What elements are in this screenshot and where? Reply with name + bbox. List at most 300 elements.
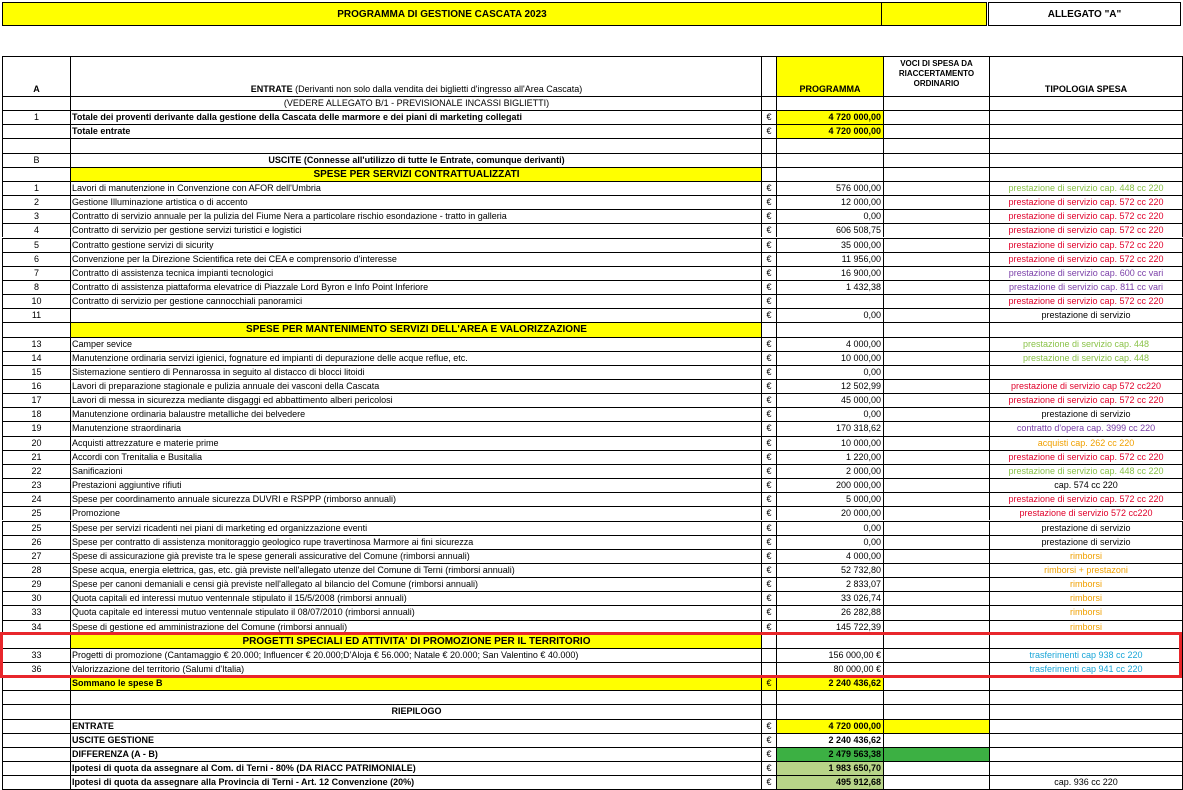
row-number (2, 748, 70, 761)
row-programma-value: 5 000,00 (776, 493, 883, 506)
row-number: 7 (2, 267, 70, 280)
row-euro-sign: € (761, 182, 776, 195)
row-voci-cell (883, 224, 989, 237)
row-voci-cell (883, 720, 989, 733)
row-programma-value: 35 000,00 (776, 239, 883, 252)
table-row (2, 365, 1183, 379)
row-tipologia (989, 720, 1183, 733)
row-voci-cell (883, 295, 989, 308)
row-programma-value (776, 139, 883, 152)
row-tipologia (989, 762, 1183, 775)
row-voci-cell (883, 663, 989, 676)
row-tipologia: rimborsi (989, 606, 1183, 619)
row-description: USCITE GESTIONE (70, 734, 761, 747)
row-description: Sistemazione sentiero di Pennarossa in seguito al distacco di blocci litoidi (70, 366, 761, 379)
row-number: 23 (2, 479, 70, 492)
table-row (2, 521, 1183, 535)
row-description: USCITE (Connesse all'utilizzo di tutte le Entrate, comunque derivanti) (70, 154, 761, 167)
row-voci-cell (883, 408, 989, 421)
row-description: Acquisti attrezzature e materie prime (70, 437, 761, 450)
row-euro-sign (761, 323, 776, 336)
row-description: Contratto di assistenza piattaforma elevatrice di Piazzale Lord Byron e Info Point Inferiore (70, 281, 761, 294)
table-row (2, 676, 1183, 690)
row-tipologia: prestazione di servizio cap 572 cc220 (989, 380, 1183, 393)
row-programma-value (776, 168, 883, 181)
table-row (2, 153, 1183, 167)
row-tipologia (989, 734, 1183, 747)
row-euro-sign (761, 139, 776, 152)
row-description: Spese per canoni demaniali e censi già previste nell'allegato al bilancio del Comune (rimborsi annuali) (70, 578, 761, 591)
row-tipologia: acquisti cap. 262 cc 220 (989, 437, 1183, 450)
row-voci-cell (883, 323, 989, 336)
row-euro-sign: € (761, 507, 776, 520)
row-number (2, 635, 70, 648)
row-programma-value: 170 318,62 (776, 422, 883, 435)
row-programma-value: 2 240 436,62 (776, 677, 883, 690)
table-row (2, 252, 1183, 266)
table-row (2, 549, 1183, 563)
row-euro-sign: € (761, 309, 776, 322)
row-tipologia: prestazione di servizio 572 cc220 (989, 507, 1183, 520)
row-programma-value (776, 635, 883, 648)
row-number (2, 776, 70, 789)
row-programma-value: 2 479 563,38 (776, 748, 883, 761)
row-euro-sign (761, 691, 776, 704)
row-programma-value: 11 956,00 (776, 253, 883, 266)
row-description: ENTRATE (70, 720, 761, 733)
table-row (2, 450, 1183, 464)
row-euro-sign: € (761, 253, 776, 266)
row-voci-cell (883, 479, 989, 492)
table-row (2, 577, 1183, 591)
table-row (2, 563, 1183, 577)
row-programma-value: 0,00 (776, 522, 883, 535)
row-programma-value: 52 732,80 (776, 564, 883, 577)
row-programma-value (776, 97, 883, 110)
row-voci-cell (883, 522, 989, 535)
row-voci-cell (883, 734, 989, 747)
table-row (2, 620, 1183, 634)
row-tipologia: prestazione di servizio cap. 572 cc 220 (989, 253, 1183, 266)
row-description (70, 309, 761, 322)
table-row (2, 733, 1183, 747)
row-tipologia: prestazione di servizio cap. 572 cc 220 (989, 295, 1183, 308)
row-programma-value: 4 720 000,00 (776, 111, 883, 124)
row-tipologia (989, 748, 1183, 761)
voci-header: VOCI DI SPESA DA RIACCERTAMENTO ORDINARIO (883, 57, 989, 96)
row-euro-sign: € (761, 776, 776, 789)
row-number: 22 (2, 465, 70, 478)
row-tipologia (989, 168, 1183, 181)
table-row (2, 506, 1183, 520)
table-row (2, 436, 1183, 450)
row-number: 10 (2, 295, 70, 308)
row-programma-value: 80 000,00 € (776, 663, 883, 676)
row-description: Prestazioni aggiuntive rifiuti (70, 479, 761, 492)
row-euro-sign: € (761, 677, 776, 690)
row-number: 13 (2, 338, 70, 351)
row-tipologia: prestazione di servizio cap. 572 cc 220 (989, 224, 1183, 237)
table-row (2, 634, 1183, 648)
row-number: 24 (2, 493, 70, 506)
table-row (2, 719, 1183, 733)
row-tipologia: cap. 936 cc 220 (989, 776, 1183, 789)
row-programma-value: 606 508,75 (776, 224, 883, 237)
row-description: Manutenzione ordinaria servizi igienici, fognature ed impianti di depurazione delle acque reflue, etc. (70, 352, 761, 365)
column-a-header: A (2, 57, 70, 96)
row-programma-value: 2 240 436,62 (776, 734, 883, 747)
row-number: 33 (2, 649, 70, 662)
row-tipologia: prestazione di servizio cap. 572 cc 220 (989, 239, 1183, 252)
row-description: Contratto gestione servizi di sicurity (70, 239, 761, 252)
row-description: Contratto di assistenza tecnica impianti tecnologici (70, 267, 761, 280)
row-voci-cell (883, 748, 989, 761)
row-number: 8 (2, 281, 70, 294)
row-programma-value: 33 026,74 (776, 592, 883, 605)
row-number: 25 (2, 507, 70, 520)
row-tipologia (989, 111, 1183, 124)
table-row (2, 138, 1183, 152)
row-tipologia (989, 677, 1183, 690)
table-row (2, 124, 1183, 138)
row-euro-sign: € (761, 125, 776, 138)
row-number: 16 (2, 380, 70, 393)
row-euro-sign: € (761, 408, 776, 421)
row-programma-value: 145 722,39 (776, 621, 883, 634)
row-description: Quota capitali ed interessi mutuo ventennale stipulato il 15/5/2008 (rimborsi annuali) (70, 592, 761, 605)
row-programma-value: 156 000,00 € (776, 649, 883, 662)
table-row (2, 209, 1183, 223)
row-description: Accordi con Trenitalia e Busitalia (70, 451, 761, 464)
column-header (2, 56, 1183, 96)
row-number: 25 (2, 522, 70, 535)
row-number: 34 (2, 621, 70, 634)
row-voci-cell (883, 253, 989, 266)
row-voci-cell (883, 267, 989, 280)
row-tipologia (989, 97, 1183, 110)
row-euro-sign: € (761, 720, 776, 733)
table-row (2, 690, 1183, 704)
row-tipologia (989, 323, 1183, 336)
row-programma-value (776, 295, 883, 308)
row-programma-value: 4 720 000,00 (776, 720, 883, 733)
row-voci-cell (883, 139, 989, 152)
row-voci-cell (883, 437, 989, 450)
row-number: 29 (2, 578, 70, 591)
table-row (2, 110, 1183, 124)
table-row (2, 591, 1183, 605)
row-voci-cell (883, 210, 989, 223)
row-voci-cell (883, 776, 989, 789)
row-euro-sign: € (761, 352, 776, 365)
row-voci-cell (883, 125, 989, 138)
row-tipologia: prestazione di servizio cap. 448 cc 220 (989, 182, 1183, 195)
row-euro-sign: € (761, 748, 776, 761)
row-voci-cell (883, 281, 989, 294)
row-description: Valorizzazione del territorio (Salumi d'Italia) (70, 663, 761, 676)
row-description: SPESE PER SERVIZI CONTRATTUALIZZATI (70, 168, 761, 181)
table-row (2, 407, 1183, 421)
row-tipologia: contratto d'opera cap. 3999 cc 220 (989, 422, 1183, 435)
row-euro-sign: € (761, 239, 776, 252)
row-number: 17 (2, 394, 70, 407)
row-number: 15 (2, 366, 70, 379)
row-programma-value: 45 000,00 (776, 394, 883, 407)
row-euro-sign: € (761, 394, 776, 407)
row-tipologia (989, 705, 1183, 718)
row-programma-value: 200 000,00 (776, 479, 883, 492)
row-programma-value (776, 323, 883, 336)
row-euro-sign: € (761, 734, 776, 747)
row-description: Contratto di servizio per gestione servizi turistici e logistici (70, 224, 761, 237)
row-description: Spese acqua, energia elettrica, gas, etc. già previste nell'allegato utenze del Comune di Terni (rimborsi annuali) (70, 564, 761, 577)
row-number: 28 (2, 564, 70, 577)
table-row (2, 351, 1183, 365)
row-description: DIFFERENZA (A - B) (70, 748, 761, 761)
row-tipologia: trasferimenti cap 941 cc 220 (989, 663, 1183, 676)
row-description: Lavori di manutenzione in Convenzione con AFOR dell'Umbria (70, 182, 761, 195)
table-row (2, 266, 1183, 280)
row-voci-cell (883, 394, 989, 407)
row-number: 3 (2, 210, 70, 223)
row-euro-sign: € (761, 621, 776, 634)
row-euro-sign: € (761, 451, 776, 464)
allegato-label: ALLEGATO "A" (1047, 8, 1122, 20)
row-voci-cell (883, 606, 989, 619)
row-voci-cell (883, 196, 989, 209)
row-description: Spese di gestione ed amministrazione del Comune (rimborsi annuali) (70, 621, 761, 634)
row-number: 1 (2, 111, 70, 124)
row-tipologia: rimborsi (989, 621, 1183, 634)
row-description (70, 691, 761, 704)
row-voci-cell (883, 239, 989, 252)
table-row (2, 421, 1183, 435)
row-programma-value: 1 432,38 (776, 281, 883, 294)
row-number: B (2, 154, 70, 167)
row-euro-sign (761, 635, 776, 648)
row-description: Manutenzione straordinaria (70, 422, 761, 435)
entrate-rest: (Derivanti non solo dalla vendita dei biglietti d'ingresso all'Area Cascata) (292, 84, 583, 94)
programma-header: PROGRAMMA (776, 57, 883, 96)
row-tipologia: rimborsi (989, 578, 1183, 591)
row-number: 19 (2, 422, 70, 435)
row-voci-cell (883, 550, 989, 563)
row-description: Lavori di messa in sicurezza mediante disgaggi ed abbattimento alberi pericolosi (70, 394, 761, 407)
row-number (2, 762, 70, 775)
row-programma-value: 4 000,00 (776, 338, 883, 351)
row-voci-cell (883, 621, 989, 634)
row-programma-value: 26 282,88 (776, 606, 883, 619)
row-description: Contratto di servizio annuale per la pulizia del Fiume Nera a particolare rischio esondazione - tratto in galleria (70, 210, 761, 223)
row-number: 33 (2, 606, 70, 619)
row-programma-value (776, 154, 883, 167)
row-description: Totale entrate (70, 125, 761, 138)
table-row (2, 294, 1183, 308)
row-description: Spese per coordinamento annuale sicurezza DUVRI e RSPPP (rimborso annuali) (70, 493, 761, 506)
title-cell (2, 2, 882, 26)
euro-header (761, 57, 776, 96)
row-tipologia: prestazione di servizio (989, 408, 1183, 421)
row-tipologia (989, 125, 1183, 138)
row-euro-sign (761, 649, 776, 662)
row-euro-sign (761, 97, 776, 110)
row-tipologia: prestazione di servizio cap. 811 cc vari (989, 281, 1183, 294)
row-voci-cell (883, 705, 989, 718)
row-number: 6 (2, 253, 70, 266)
row-programma-value: 576 000,00 (776, 182, 883, 195)
row-description: Progetti di promozione (Cantamaggio € 20.000; Influencer € 20.000;D'Aloja € 56.000; Natale € 20.000; San Valentino € 40.000) (70, 649, 761, 662)
row-euro-sign: € (761, 762, 776, 775)
row-tipologia (989, 635, 1183, 648)
row-tipologia: trasferimenti cap 938 cc 220 (989, 649, 1183, 662)
table-row (2, 535, 1183, 549)
table-row (2, 195, 1183, 209)
row-description: Lavori di preparazione stagionale e pulizia annuale dei vasconi della Cascata (70, 380, 761, 393)
row-description: Manutenzione ordinaria balaustre metalliche dei belvedere (70, 408, 761, 421)
row-euro-sign: € (761, 578, 776, 591)
row-euro-sign: € (761, 536, 776, 549)
table-row (2, 648, 1183, 662)
row-number: 1 (2, 182, 70, 195)
row-description: Spese per contratto di assistenza monitoraggio geologico rupe travertinosa Marmore ai fini sicurezza (70, 536, 761, 549)
row-tipologia: prestazione di servizio cap. 448 (989, 352, 1183, 365)
row-voci-cell (883, 352, 989, 365)
row-programma-value (776, 705, 883, 718)
row-voci-cell (883, 762, 989, 775)
row-tipologia (989, 366, 1183, 379)
table-row (2, 761, 1183, 775)
row-tipologia: cap. 574 cc 220 (989, 479, 1183, 492)
row-euro-sign: € (761, 196, 776, 209)
table-row (2, 337, 1183, 351)
row-voci-cell (883, 97, 989, 110)
row-euro-sign: € (761, 295, 776, 308)
row-euro-sign: € (761, 465, 776, 478)
row-voci-cell (883, 465, 989, 478)
row-tipologia: prestazione di servizio (989, 536, 1183, 549)
row-tipologia: prestazione di servizio cap. 600 cc vari (989, 267, 1183, 280)
row-tipologia (989, 154, 1183, 167)
table-row (2, 747, 1183, 761)
row-programma-value: 20 000,00 (776, 507, 883, 520)
table-row (2, 492, 1183, 506)
row-voci-cell (883, 182, 989, 195)
row-description: Totale dei proventi derivante dalla gestione della Cascata delle marmore e dei piani di marketing collegati (70, 111, 761, 124)
row-tipologia (989, 139, 1183, 152)
row-voci-cell (883, 309, 989, 322)
row-euro-sign: € (761, 564, 776, 577)
row-programma-value: 12 502,99 (776, 380, 883, 393)
row-programma-value: 4 000,00 (776, 550, 883, 563)
row-programma-value: 12 000,00 (776, 196, 883, 209)
row-number (2, 677, 70, 690)
row-programma-value: 10 000,00 (776, 437, 883, 450)
row-description: SPESE PER MANTENIMENTO SERVIZI DELL'AREA E VALORIZZAZIONE (70, 323, 761, 336)
row-description: Ipotesi di quota da assegnare alla Provincia di Terni - Art. 12 Convenzione (20%) (70, 776, 761, 789)
row-number (2, 705, 70, 718)
row-number: 20 (2, 437, 70, 450)
row-tipologia: rimborsi + prestazoni (989, 564, 1183, 577)
table-row (2, 775, 1183, 789)
row-euro-sign: € (761, 281, 776, 294)
table-row (2, 322, 1183, 336)
row-tipologia: prestazione di servizio cap. 572 cc 220 (989, 196, 1183, 209)
row-description: Ipotesi di quota da assegnare al Com. di Terni - 80% (DA RIACC PATRIMONIALE) (70, 762, 761, 775)
row-programma-value: 495 912,68 (776, 776, 883, 789)
row-number (2, 125, 70, 138)
row-number: 18 (2, 408, 70, 421)
row-programma-value: 0,00 (776, 366, 883, 379)
row-euro-sign: € (761, 522, 776, 535)
row-programma-value: 0,00 (776, 408, 883, 421)
row-tipologia: prestazione di servizio cap. 448 (989, 338, 1183, 351)
table-row (2, 308, 1183, 322)
row-euro-sign: € (761, 366, 776, 379)
entrate-bold: ENTRATE (250, 84, 293, 94)
row-voci-cell (883, 168, 989, 181)
row-euro-sign: € (761, 338, 776, 351)
table-row (2, 478, 1183, 492)
row-tipologia: rimborsi (989, 592, 1183, 605)
row-description: Sanificazioni (70, 465, 761, 478)
row-tipologia: prestazione di servizio cap. 448 cc 220 (989, 465, 1183, 478)
row-description: Quota capitale ed interessi mutuo ventennale stipulato il 08/07/2010 (rimborsi annuali) (70, 606, 761, 619)
row-number: 21 (2, 451, 70, 464)
table-row (2, 379, 1183, 393)
row-description: Promozione (70, 507, 761, 520)
row-description: Spese di assicurazione già previste tra le spese generali assicurative del Comune (rimborsi annuali) (70, 550, 761, 563)
row-euro-sign (761, 168, 776, 181)
row-description: RIEPILOGO (70, 705, 761, 718)
table-row (2, 393, 1183, 407)
row-description: Sommano le spese B (70, 677, 761, 690)
row-programma-value: 16 900,00 (776, 267, 883, 280)
row-euro-sign (761, 154, 776, 167)
row-number: 30 (2, 592, 70, 605)
table-row (2, 238, 1183, 252)
row-voci-cell (883, 111, 989, 124)
row-number (2, 139, 70, 152)
row-tipologia: prestazione di servizio cap. 572 cc 220 (989, 451, 1183, 464)
row-euro-sign: € (761, 437, 776, 450)
row-euro-sign: € (761, 224, 776, 237)
row-voci-cell (883, 635, 989, 648)
row-tipologia: rimborsi (989, 550, 1183, 563)
row-tipologia: prestazione di servizio cap. 572 cc 220 (989, 394, 1183, 407)
table-row (2, 464, 1183, 478)
row-description: Camper sevice (70, 338, 761, 351)
row-number: 26 (2, 536, 70, 549)
table-row (2, 181, 1183, 195)
table-row (2, 223, 1183, 237)
row-number: 5 (2, 239, 70, 252)
row-programma-value: 2 833,07 (776, 578, 883, 591)
row-voci-cell (883, 422, 989, 435)
table-row (2, 167, 1183, 181)
row-number (2, 734, 70, 747)
row-voci-cell (883, 592, 989, 605)
row-number: 11 (2, 309, 70, 322)
row-voci-cell (883, 649, 989, 662)
table-row (2, 280, 1183, 294)
row-euro-sign: € (761, 550, 776, 563)
row-euro-sign (761, 663, 776, 676)
row-programma-value (776, 691, 883, 704)
table-row (2, 704, 1183, 718)
row-voci-cell (883, 154, 989, 167)
page-title: PROGRAMMA DI GESTIONE CASCATA 2023 (337, 8, 547, 20)
row-euro-sign: € (761, 380, 776, 393)
